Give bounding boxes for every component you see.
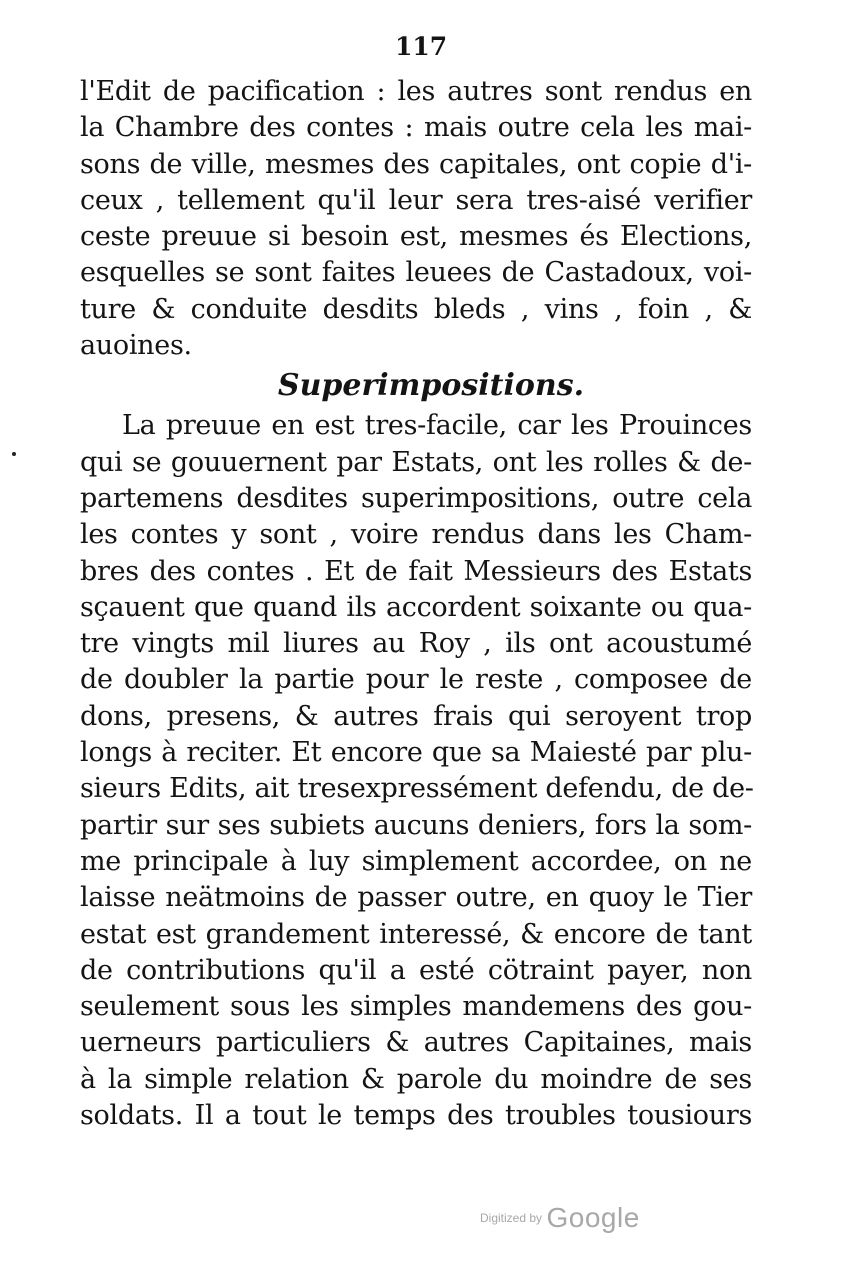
text-line: uerneurs particuliers & autres Capitaines, mais: [80, 1027, 752, 1059]
text-line: me principale à luy simplement accordee, on ne: [80, 845, 752, 877]
text-line: dons, presens, & autres frais qui seroyent trop: [80, 700, 752, 732]
text-line: tre vingts mil liures au Roy , ils ont acoustumé: [80, 628, 752, 660]
text-line: sieurs Edits, ait tresexpressément defendu, de de-: [80, 773, 754, 805]
text-line: seulement sous les simples mandemens des gou-: [80, 991, 752, 1023]
text-line: auoines.: [80, 330, 192, 362]
text-line: esquelles se sont faites leuees de Castadoux, voi-: [80, 257, 752, 289]
paragraph-superimpositions: [80, 408, 752, 1134]
text-line: laisse neätmoins de passer outre, en quoy le Tier: [80, 882, 752, 914]
text-line: de contributions qu'il a esté cötraint payer, non: [80, 954, 752, 986]
text-line: de doubler la partie pour le reste , composee de: [80, 664, 752, 696]
paragraph-before-heading: [80, 74, 752, 364]
text-line: estat est grandement interessé, & encore de tant: [80, 918, 752, 950]
text-line: à la simple relation & parole du moindre de ses: [80, 1063, 752, 1095]
text-line: partemens desdites superimpositions, outre cela: [80, 482, 752, 514]
google-watermark: [480, 1202, 640, 1234]
text-line: La preuue en est tres-facile, car les Prouinces: [122, 410, 752, 442]
text-line: qui se gouuernent par Estats, ont les rolles & de-: [80, 446, 752, 478]
text-line: ture & conduite desdits bleds , vins , foin , &: [80, 293, 752, 325]
text-line: bres des contes . Et de fait Messieurs des Estats: [80, 555, 752, 587]
text-line: ceste preuue si besoin est, mesmes és Elections,: [80, 221, 752, 253]
watermark-prefix: Digitized by: [480, 1211, 543, 1225]
text-line: sons de ville, mesmes des capitales, ont copie d'i-: [80, 148, 752, 180]
text-line: partir sur ses subiets aucuns deniers, fors la som-: [80, 809, 752, 841]
text-line: les contes y sont , voire rendus dans les Cham-: [80, 519, 752, 551]
text-line: sçauent que quand ils accordent soixante ou qua-: [80, 591, 752, 623]
text-line: ceux , tellement qu'il leur sera tres-aisé verifier: [80, 184, 752, 216]
section-heading: Superimpositions.: [277, 368, 585, 404]
text-line: la Chambre des contes : mais outre cela les mai-: [80, 112, 752, 144]
text-line: l'Edit de pacification : les autres sont rendus en: [80, 76, 752, 107]
page-number: 117: [395, 32, 448, 61]
ink-speck: [12, 452, 16, 456]
text-line: longs à reciter. Et encore que sa Maiesté par plu-: [80, 737, 752, 769]
body-text: [80, 74, 752, 1134]
google-logo: Google: [546, 1202, 640, 1233]
text-line: soldats. Il a tout le temps des troubles tousiours: [80, 1100, 752, 1132]
